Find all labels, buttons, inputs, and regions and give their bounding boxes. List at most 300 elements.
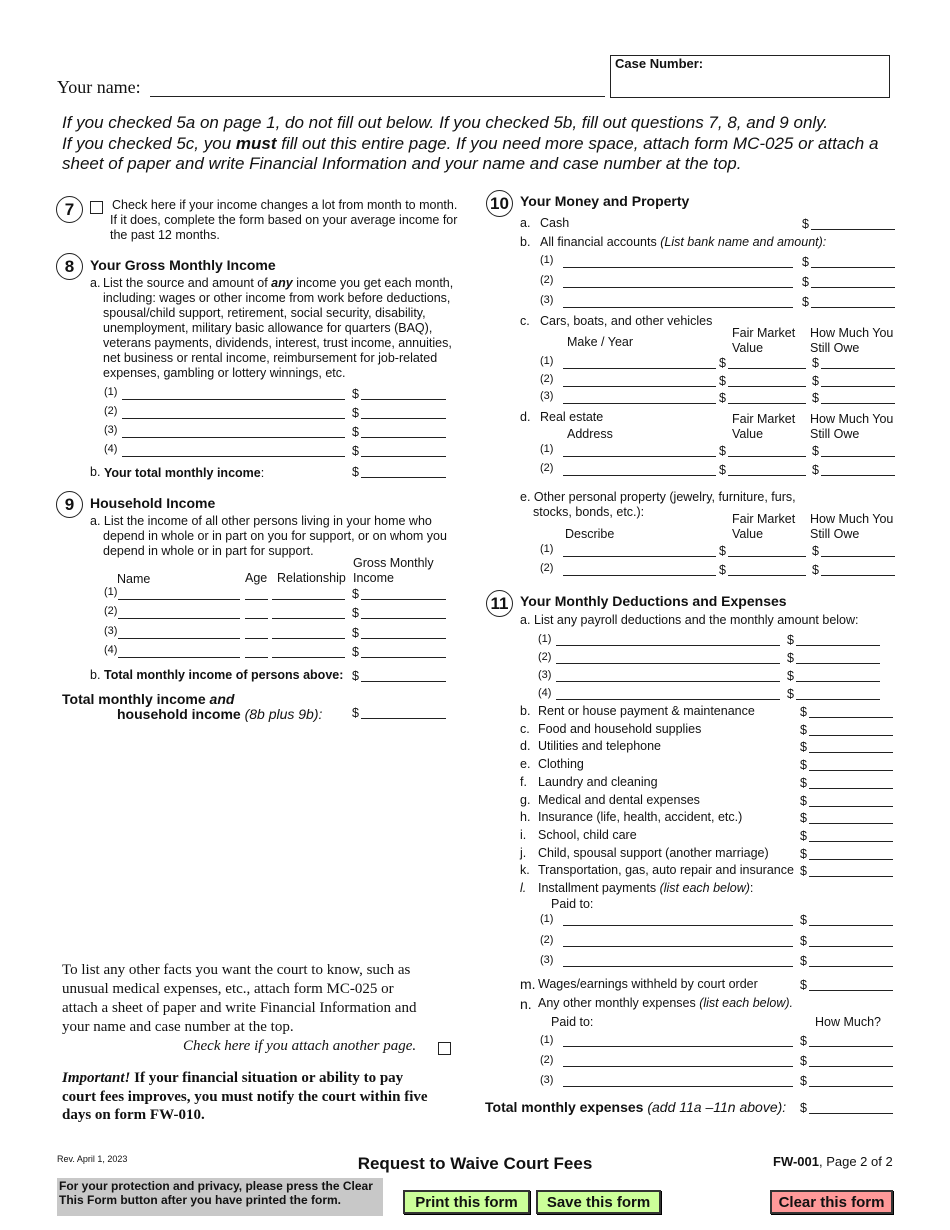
other-facts-text: unusual medical expenses, etc., attach form MC-025 or [62,981,394,997]
dollar-sign: $ [800,740,807,755]
account-amount-field[interactable] [811,267,895,268]
how-much-label: How Much? [815,1015,881,1029]
deduction-amount-field[interactable] [796,645,880,646]
dollar-sign: $ [719,391,726,405]
expense-label: Medical and dental expenses [538,792,700,807]
q10-title: Your Money and Property [520,193,690,209]
grand-total-label-2 [117,707,322,721]
row-number: (3) [540,1074,554,1086]
q9-a-text: depend in whole or in part on you for support, or on whom you [103,529,447,543]
col-value: Value [732,527,764,541]
q10-d-letter: d. [520,410,531,424]
vehicle-field[interactable] [563,403,716,404]
real-estate-label: Real estate [540,410,604,424]
your-name-label: Your name: [57,77,141,97]
accounts-label-part: (List bank name and amount): [660,235,827,249]
dollar-sign: $ [802,217,809,231]
your-name-field[interactable] [150,96,605,97]
expense-label: Clothing [538,757,584,772]
personal-property-value-field[interactable] [728,575,806,576]
dollar-sign: $ [800,954,807,968]
q11-l-letter: l. [520,881,527,895]
vehicle-value-field[interactable] [728,386,806,387]
grand-total-label-1 [62,692,234,706]
form-id [773,1155,893,1168]
person-relationship-field[interactable] [272,599,345,600]
q7-text: Check here if your income changes a lot from month to month. [112,198,458,212]
other-expense-amount-field[interactable] [809,1046,893,1047]
privacy-line: This Form button after you have printed the form. [59,1193,342,1207]
row-number: (2) [540,274,554,286]
row-number: (1) [540,1034,554,1046]
personal-property-field[interactable] [563,556,716,557]
col-how-much: How Much You [810,512,894,526]
q9-b-label: Total monthly income of persons above: [104,668,344,682]
question-8-number: 8 [56,253,83,280]
vehicle-value-field[interactable] [728,403,806,404]
row-number: (2) [104,405,118,417]
privacy-line: For your protection and privacy, please press the Clear [59,1179,373,1193]
paid-to-label: Paid to: [551,897,594,911]
row-number: (2) [540,562,554,574]
dollar-sign: $ [802,275,809,289]
paid-to-label: Paid to: [551,1015,594,1029]
person-name-field[interactable] [118,638,240,639]
vehicle-value-field[interactable] [728,368,806,369]
q8-a-letter: a. [90,276,101,290]
income-amount-field[interactable] [361,399,446,400]
other-expense-amount-field[interactable] [809,1086,893,1087]
row-number: (2) [104,605,118,617]
instruction-line [62,113,878,134]
row-number: (2) [540,462,554,474]
dollar-sign: $ [352,626,359,640]
grand-total-label-2-part: household income [117,706,241,722]
row-number: (2) [540,1054,554,1066]
dollar-sign: $ [802,255,809,269]
row-number: (3) [104,625,118,637]
dollar-sign: $ [800,811,807,826]
household-total-field[interactable] [361,681,446,682]
dollar-sign: $ [352,587,359,601]
col-how-much: How Much You [810,326,894,340]
q8-a-text [103,322,432,335]
q10-a-letter: a. [520,216,531,230]
expense-label: School, child care [538,827,637,842]
expense-amount-field[interactable] [809,859,893,860]
dollar-sign: $ [812,391,819,405]
col-relationship: Relationship [277,571,346,585]
deduction-name-field[interactable] [556,663,780,664]
expense-label: Food and household supplies [538,721,702,736]
dollar-sign: $ [800,934,807,948]
q8-a-text [103,292,450,305]
q8-a-text-part: List the source and amount of [103,276,272,290]
q9-title: Household Income [90,495,216,511]
expense-letter: g. [520,792,531,807]
instruction-text: must [235,133,277,153]
personal-property-field[interactable] [563,575,716,576]
q8-a-text [103,337,452,350]
expense-label: Laundry and cleaning [538,774,658,789]
dollar-sign: $ [352,444,359,458]
dollar-sign: $ [719,444,726,458]
save-form-button[interactable]: Save this form [536,1190,661,1214]
row-number: (3) [540,294,554,306]
row-number: (1) [540,543,554,555]
dollar-sign: $ [719,563,726,577]
col-income: Income [353,571,394,585]
form-title: Request to Waive Court Fees [357,1154,593,1173]
accounts-label [540,236,826,249]
cash-label: Cash [540,216,570,230]
expense-label: Utilities and telephone [538,739,661,754]
q9-a-text: a. List the income of all other persons living in your home who [90,514,432,528]
expense-letter: k. [520,863,530,878]
other-expense-payee-field[interactable] [563,1086,793,1087]
instruction-line [62,134,878,155]
dollar-sign: $ [800,722,807,737]
expense-amount-field[interactable] [809,876,893,877]
expense-amount-field[interactable] [809,770,893,771]
q11-n-letter: n. [520,996,532,1012]
q8-b-letter: b. [90,465,101,479]
income-amount-field[interactable] [361,418,446,419]
other-expenses-label-part: (list each below). [699,996,793,1010]
payroll-deductions-label: List any payroll deductions and the monthly amount below: [534,613,859,627]
vehicle-field[interactable] [563,368,716,369]
other-expense-payee-field[interactable] [563,1066,793,1067]
important-text: court fees improves, you must notify the court within five [62,1088,428,1105]
installment-label-part: (list each below) [659,881,750,895]
real-estate-field[interactable] [563,475,716,476]
q8-a-text-part: any [271,276,293,290]
expense-letter: e. [520,757,531,772]
col-value: Value [732,341,764,355]
dollar-sign: $ [787,669,794,683]
q8-b-label-part: : [260,466,265,480]
other-expenses-label [538,997,793,1010]
vehicle-owed-field[interactable] [821,403,895,404]
real-estate-value-field[interactable] [728,456,806,457]
deduction-amount-field[interactable] [796,681,880,682]
dollar-sign: $ [800,913,807,927]
col-address: Address [567,427,613,441]
col-fair-market: Fair Market [732,512,796,526]
dollar-sign: $ [800,705,807,719]
dollar-sign: $ [812,356,819,370]
dollar-sign: $ [812,563,819,577]
dollar-sign: $ [800,978,807,992]
col-gross-monthly: Gross Monthly [353,556,434,570]
important-text: Important! [62,1070,131,1086]
q8-a-text-part: including: wages or other income from work before deductions, [103,291,451,305]
q9-a-text: depend in whole or in part for support. [103,544,314,558]
account-name-field[interactable] [563,307,793,308]
expense-letter: h. [520,810,531,825]
q10-b-letter: b. [520,235,531,249]
row-number: (1) [104,386,118,398]
income-varies-checkbox[interactable] [90,201,103,214]
question-11-number: 11 [486,590,513,617]
q8-a-text [103,277,453,290]
cash-field[interactable] [811,229,895,230]
question-9-number: 9 [56,491,83,518]
person-name-field[interactable] [118,599,240,600]
other-facts-text: attach a sheet of paper and write Financial Information and [62,1000,417,1016]
row-number: (1) [540,443,554,455]
expense-label: Insurance (life, health, accident, etc.) [538,810,743,825]
dollar-sign: $ [800,758,807,773]
q11-a-letter: a. [520,613,531,627]
row-number: (3) [540,390,554,402]
dollar-sign: $ [352,387,359,401]
installment-payee-field[interactable] [563,946,793,947]
col-age: Age [245,571,268,585]
expense-letter: j. [520,845,527,860]
row-number: (1) [540,254,554,266]
q8-a-text [103,367,346,380]
expense-label: Rent or house payment & maintenance [538,704,755,718]
deduction-amount-field[interactable] [796,699,880,700]
accounts-label-part: All financial accounts [540,235,661,249]
dollar-sign: $ [352,706,359,720]
clear-form-button[interactable]: Clear this form [770,1190,893,1214]
dollar-sign: $ [719,356,726,370]
income-source-field[interactable] [122,437,345,438]
account-name-field[interactable] [563,267,793,268]
deduction-name-field[interactable] [556,681,780,682]
dollar-sign: $ [719,544,726,558]
expense-amount-field[interactable] [809,841,893,842]
dollar-sign: $ [800,1054,807,1068]
dollar-sign: $ [800,1101,807,1115]
col-make-year: Make / Year [567,335,634,349]
total-expenses-label-part: (add 11a –11n above): [643,1099,787,1115]
person-age-field[interactable] [245,638,268,639]
dollar-sign: $ [719,374,726,388]
vehicle-owed-field[interactable] [821,368,895,369]
total-monthly-income-field[interactable] [361,477,446,478]
deduction-name-field[interactable] [556,645,780,646]
q9-b-letter: b. [90,668,101,682]
col-name: Name [117,572,151,586]
expense-letter: d. [520,739,531,754]
installment-amount-field[interactable] [809,946,893,947]
installment-label-part: : [749,881,754,895]
q11-m-letter: m. [520,976,536,992]
personal-property-value-field[interactable] [728,556,806,557]
attach-page-checkbox[interactable] [438,1042,451,1055]
dollar-sign: $ [802,295,809,309]
col-still-owe: Still Owe [810,341,860,355]
expense-amount-field[interactable] [809,752,893,753]
q8-a-text-part: veterans payments, dividends, interest, trust income, annuities, [103,336,452,350]
expense-amount-field[interactable] [809,823,893,824]
row-number: (1) [540,913,554,925]
personal-property-owed-field[interactable] [821,575,895,576]
row-number: (1) [540,355,554,367]
row-number: (3) [104,424,118,436]
income-source-field[interactable] [122,399,345,400]
total-expenses-label [485,1100,786,1114]
dollar-sign: $ [800,846,807,861]
dollar-sign: $ [800,1074,807,1088]
col-still-owe: Still Owe [810,527,860,541]
person-age-field[interactable] [245,618,268,619]
instruction-text: If you checked 5c, you [62,133,236,153]
income-amount-field[interactable] [361,437,446,438]
q7-text: If it does, complete the form based on your average income for [110,213,458,227]
instruction-text: fill out this entire page. If you need more space, attach form MC-025 or attach a [276,133,879,153]
dollar-sign: $ [800,828,807,843]
privacy-note [57,1178,383,1216]
q8-a-text-part: expenses, gambling or lottery winnings, etc. [103,366,346,380]
q8-a-text-part: income you get each month, [292,276,454,290]
real-estate-owed-field[interactable] [821,456,895,457]
row-number: (4) [104,443,118,455]
dollar-sign: $ [352,669,359,683]
total-expenses-field[interactable] [809,1113,893,1114]
q8-b-label [104,467,264,480]
other-expense-amount-field[interactable] [809,1066,893,1067]
vehicle-field[interactable] [563,386,716,387]
installment-label-part: Installment payments [538,881,660,895]
installment-amount-field[interactable] [809,925,893,926]
dollar-sign: $ [812,444,819,458]
installment-payee-field[interactable] [563,925,793,926]
row-number: (2) [540,373,554,385]
col-describe: Describe [565,527,615,541]
real-estate-owed-field[interactable] [821,475,895,476]
important-text: If your financial situation or ability to pay [130,1070,404,1086]
person-age-field[interactable] [245,657,268,658]
wages-withheld-field[interactable] [809,990,893,991]
deduction-amount-field[interactable] [796,663,880,664]
other-property-label: stocks, bonds, etc.): [533,505,645,519]
row-number: (1) [104,586,118,598]
grand-total-label-1-part: and [209,691,235,707]
person-name-field[interactable] [118,657,240,658]
print-form-button[interactable]: Print this form [403,1190,530,1214]
col-how-much: How Much You [810,412,894,426]
q8-a-text-part: unemployment, military basic allowance for quarters (BAQ), [103,321,433,335]
q8-a-text-part: net business or rental income, reimbursement for job-related [103,351,438,365]
vehicle-owed-field[interactable] [821,386,895,387]
question-7-number: 7 [56,196,83,223]
person-income-field[interactable] [361,618,446,619]
rev-date: Rev. April 1, 2023 [57,1154,128,1164]
instruction-text: If you checked 5a on page 1, do not fill out below. If you checked 5b, fill out questions 7, 8, and 9 only. [62,113,829,132]
dollar-sign: $ [812,374,819,388]
dollar-sign: $ [352,406,359,420]
expense-amount-field[interactable] [809,806,893,807]
account-name-field[interactable] [563,287,793,288]
person-relationship-field[interactable] [272,657,345,658]
row-number: (2) [540,934,554,946]
installment-label [538,882,753,895]
grand-total-label-2-part: (8b plus 9b): [240,706,323,722]
row-number: (1) [538,633,552,645]
person-relationship-field[interactable] [272,618,345,619]
instruction-text: sheet of paper and write Financial Information and your name and case number at the top. [62,154,742,173]
row-number: (4) [104,644,118,656]
form-id-part: FW-001 [773,1154,819,1169]
dollar-sign: $ [719,463,726,477]
person-income-field[interactable] [361,657,446,658]
other-expense-payee-field[interactable] [563,1046,793,1047]
attach-page-label: Check here if you attach another page. [183,1038,417,1054]
dollar-sign: $ [352,645,359,659]
q7-text: the past 12 months. [110,228,220,242]
question-10-number: 10 [486,190,513,217]
expense-letter: c. [520,721,530,736]
deduction-name-field[interactable] [556,699,780,700]
dollar-sign: $ [812,544,819,558]
expense-amount-field[interactable] [809,788,893,789]
dollar-sign: $ [800,1034,807,1048]
important-notice [62,1069,462,1125]
row-number: (3) [540,954,554,966]
dollar-sign: $ [787,687,794,701]
expense-letter: b. [520,704,531,718]
account-amount-field[interactable] [811,307,895,308]
expense-amount-field[interactable] [809,735,893,736]
dollar-sign: $ [812,463,819,477]
expense-letter: i. [520,827,527,842]
installment-amount-field[interactable] [809,966,893,967]
income-amount-field[interactable] [361,456,446,457]
row-number: (2) [538,651,552,663]
col-value: Value [732,427,764,441]
account-amount-field[interactable] [811,287,895,288]
real-estate-value-field[interactable] [728,475,806,476]
case-number-label: Case Number: [615,56,704,71]
col-fair-market: Fair Market [732,326,796,340]
person-income-field[interactable] [361,599,446,600]
q8-title: Your Gross Monthly Income [90,257,276,273]
income-source-field[interactable] [122,456,345,457]
dollar-sign: $ [352,606,359,620]
col-fair-market: Fair Market [732,412,796,426]
q8-b-label-part: Your total monthly income [104,466,261,480]
q10-c-letter: c. [520,314,530,328]
q8-a-text [103,352,437,365]
person-relationship-field[interactable] [272,638,345,639]
grand-total-field[interactable] [361,718,446,719]
person-income-field[interactable] [361,638,446,639]
dollar-sign: $ [800,793,807,808]
installment-payee-field[interactable] [563,966,793,967]
dollar-sign: $ [352,465,359,479]
form-id-part: , Page 2 of 2 [818,1154,893,1169]
expense-amount-field[interactable] [809,717,893,718]
wages-withheld-label: Wages/earnings withheld by court order [538,977,758,991]
dollar-sign: $ [352,425,359,439]
row-number: (3) [538,669,552,681]
person-age-field[interactable] [245,599,268,600]
q11-title: Your Monthly Deductions and Expenses [520,593,787,609]
grand-total-label-1-part: Total monthly income [62,691,210,707]
expense-label: Transportation, gas, auto repair and insurance [538,863,794,878]
row-number: (4) [538,687,552,699]
income-source-field[interactable] [122,418,345,419]
person-name-field[interactable] [118,618,240,619]
real-estate-field[interactable] [563,456,716,457]
instruction-line [62,154,878,175]
personal-property-owed-field[interactable] [821,556,895,557]
other-facts-text: your name and case number at the top. [62,1019,294,1035]
